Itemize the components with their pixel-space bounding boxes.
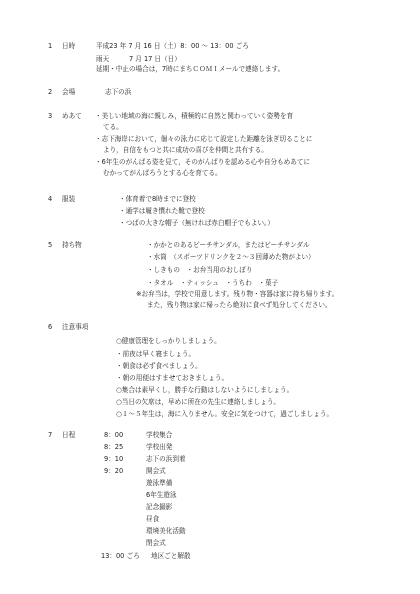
schedule-time: 8：25 <box>104 443 124 451</box>
schedule-item: 閉会式 <box>146 539 166 547</box>
lunch-note: また，残り物は家に帰ったら絶対に食べず処分してください。 <box>147 301 332 309</box>
postpone-notice: 延期・中止の場合は，7時にまちＣＯＭＩメールで連絡します。 <box>96 65 285 73</box>
goal-line: ・6年生のがんばる姿を見て，そのがんばりを認める心や自分もめあてに <box>95 158 311 166</box>
section-label: 服装 <box>62 195 76 203</box>
schedule-item: 記念撮影 <box>146 503 173 511</box>
schedule-time: 8：00 <box>104 431 124 439</box>
belongings-line: ・かかとのあるビーチサンダル，またはビーチサンダル <box>147 241 310 249</box>
section-number: 2 <box>48 88 53 96</box>
note-line: ・前夜は早く寝ましょう。 <box>116 350 196 358</box>
goal-line: ・美しい地域の海に親しみ，積極的に自然と関わっていく姿勢を育 <box>95 112 294 120</box>
clothing-line: ・体育着で8時までに登校 <box>119 195 196 203</box>
schedule-item: 開会式 <box>146 467 166 475</box>
section-label: 注意事項 <box>62 323 89 331</box>
section-label: 持ち物 <box>62 241 82 249</box>
clothing-line: ・通学は履き慣れた靴で登校 <box>119 207 205 215</box>
schedule-item: 遊泳準備 <box>146 479 173 487</box>
schedule-time: 13：00 ごろ <box>101 552 140 560</box>
section-label: 日程 <box>62 431 76 439</box>
section-number: 3 <box>48 112 53 120</box>
goal-line: むかってがんばろうとする心を育てる。 <box>103 169 222 177</box>
belongings-line: ・タオル ・ティッシュ ・うちわ ・菓子 <box>147 279 279 287</box>
schedule-item: 学校出発 <box>146 443 173 451</box>
schedule-item: 6年生遊泳 <box>146 491 177 499</box>
note-line: ○集合は素早くし，勝手な行動はしないようにしましょう。 <box>116 386 294 394</box>
section-number: 4 <box>48 195 53 203</box>
section-number: 1 <box>48 42 53 50</box>
venue-text: 志下の浜 <box>105 88 132 96</box>
section-number: 6 <box>48 323 53 331</box>
section-label: 日時 <box>62 42 76 50</box>
note-line: ○当日の欠席は，早めに所在の先生に連絡しましょう。 <box>116 398 281 406</box>
schedule-time: 9：10 <box>104 455 124 463</box>
schedule-item: 昼食 <box>146 515 160 523</box>
schedule-item: 学校集合 <box>146 431 173 439</box>
schedule-item: 地区ごと解散 <box>151 552 191 560</box>
goal-line: ・志下海岸において，個々の泳力に応じて設定した距離を泳ぎ切ることに <box>95 135 313 143</box>
note-line: ・朝の用便はすませておきましょう。 <box>116 374 229 382</box>
schedule-time: 9：20 <box>104 467 124 475</box>
section-label: めあて <box>62 112 82 120</box>
belongings-line: ・水筒 （スポーツドリンクを２～３回薄めた物がよい） <box>147 253 315 261</box>
section-number: 5 <box>48 241 53 249</box>
rain-date-line: 雨天 7 月 17 日（日） <box>96 55 181 63</box>
section-number: 7 <box>48 431 53 439</box>
note-line: ・朝食は必ず食べましょう。 <box>116 362 202 370</box>
schedule-item: 環境美化活動 <box>146 527 186 535</box>
belongings-line: ・しきもの ・お弁当用のおしぼり <box>147 266 253 274</box>
schedule-item: 志下の浜到着 <box>146 455 186 463</box>
goal-line: てる。 <box>103 123 123 131</box>
note-line: ○１～５年生は，海に入りません。安全に気をつけて，過ごしましょう。 <box>116 410 334 418</box>
lunch-note: ※お弁当は，学校で用意します。残り物・容器は家に持ち帰ります。 <box>136 290 339 298</box>
clothing-line: ・つばの大きな帽子（無ければ赤白帽子でもよい。） <box>119 219 274 227</box>
goal-line: より，自信をもつと共に成功の喜びを仲間と共有する。 <box>103 146 268 154</box>
section-label: 会場 <box>62 88 76 96</box>
date-line: 平成23 年 7 月 16 日（土）8：00 ～ 13：00 ごろ <box>96 42 249 50</box>
note-line: ○健康管理をしっかりしましょう。 <box>116 337 221 345</box>
